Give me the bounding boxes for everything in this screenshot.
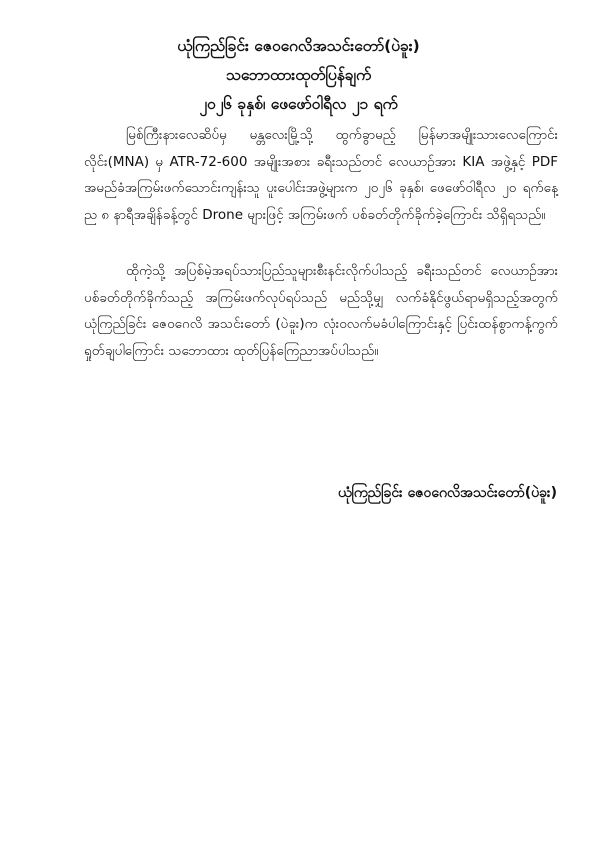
body-paragraph-2: ထိုကဲ့သို့ အပြစ်မဲ့အရပ်သားပြည်သူများစီးနင်းလိုက်ပါသည့် ခရီးသည်တင် လေယာဉ်အား ပစ်ခတ်တိုက်ခိုက်သည့် အကြမ်းဖက်လုပ်ရပ်သည် မည်သို့မျှ လက်ခံနိုင်ဖွယ်ရာမရှိသည့်အတွက် ယုံကြည်ခြင်း ဇေဝဂေလိ အသင်းတော် (ပဲခူး)က လုံးဝလက်မခံပါကြောင်းနှင့် ပြင်းထန်စွာကန့်ကွက်ရှုတ်ချပါကြောင်း သဘောထား ထုတ်ပြန်ကြေညာအပ်ပါသည်။ [84,263,558,359]
document-type-title: သဘောထားထုတ်ပြန်ချက် [225,66,372,84]
statement-date: ၂၀၂၆ ခုနှစ်၊ ဖေဖော်ဝါရီလ ၂၁ ရက် [199,95,398,113]
statement-header [0,32,597,119]
organization-title: ယုံကြည်ခြင်း ဇေဝဂေလိအသင်းတော်(ပဲခူး) [177,37,420,55]
body-paragraph-1: မြစ်ကြီးနားလေဆိပ်မှ မန္တလေးမြို့သို့ ထွက်ခွာမည့် မြန်မာအမျိုးသားလေကြောင်းလိုင်း(MNA) မှ ATR-72-600 အမျိုးအစား ခရီးသည်တင် လေယာဉ်အား KIA အဖွဲ့နှင့် PDF အမည်ခံအကြမ်းဖက်သောင်းကျန်းသူ ပူးပေါင်းအဖွဲ့များက ၂၀၂၆ ခုနှစ်၊ ဖေဖော်ဝါရီလ ၂၀ ရက်နေ့ ည ၈ နာရီအချိန်ခန့်တွင် Drone များဖြင့် အကြမ်းဖက် ပစ်ခတ်တိုက်ခိုက်ခဲ့ကြောင်း သိရှိရသည်။ [84,127,558,223]
signature-organization: ယုံကြည်ခြင်း ဇေဝဂေလိအသင်းတော်(ပဲခူး) [337,485,557,501]
